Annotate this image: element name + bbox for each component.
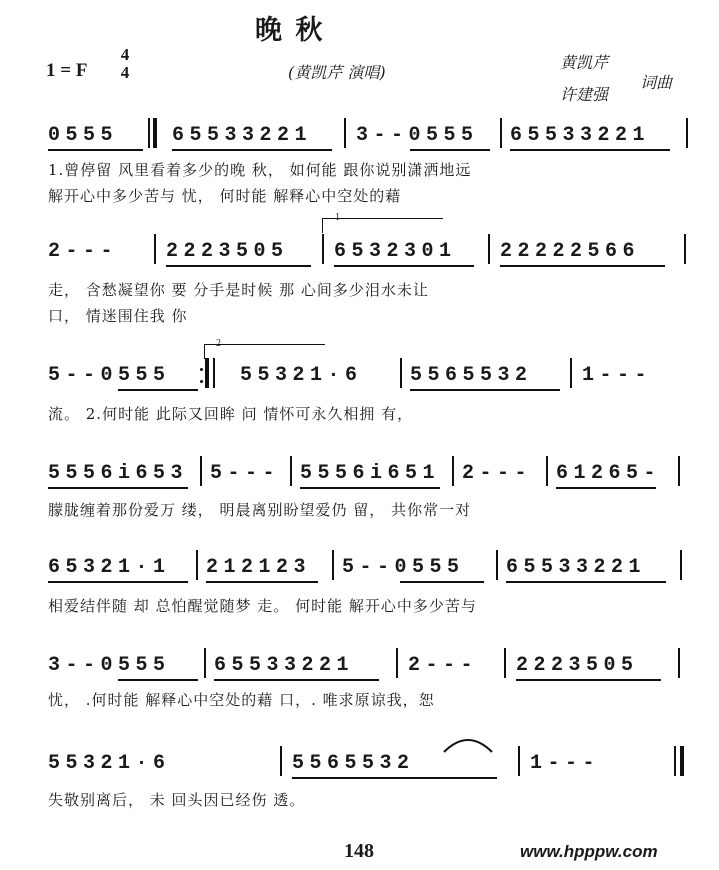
- measure-4-1: 5556i653: [48, 462, 189, 485]
- measure-6-3: 2---: [408, 654, 479, 677]
- beam-line: [300, 487, 440, 489]
- lyrics-line-1-1: 1.曾停留 风里看着多少的晚 秋， 如何能 跟你说别潇洒地远: [48, 161, 472, 179]
- barline: [680, 550, 682, 580]
- barline: [196, 550, 198, 580]
- measure-3-2: 55321·6: [240, 364, 363, 387]
- performer-credit: (黄凯芹 演唱): [288, 63, 386, 82]
- beam-line: [166, 265, 311, 267]
- measure-1-2: 65533221: [172, 124, 313, 147]
- measure-2-1: 2---: [48, 240, 119, 263]
- repeat-dot: [200, 368, 203, 371]
- first-ending-bracket: [322, 218, 443, 233]
- measure-6-4: 2223505: [516, 654, 639, 677]
- beam-line: [292, 777, 497, 779]
- barline: [496, 550, 498, 580]
- barline: [500, 118, 502, 148]
- lyrics-line-1-2: 解开心中多少苦与 忧， 何时能 解释心中空处的藉: [48, 187, 402, 205]
- beam-line: [410, 149, 490, 151]
- repeat-start-barline: [148, 118, 150, 148]
- repeat-start-thick-barline: [153, 118, 157, 148]
- measure-3-1: 5--0555: [48, 364, 171, 387]
- measure-4-4: 2---: [462, 462, 533, 485]
- barline: [154, 234, 156, 264]
- beam-line: [118, 679, 198, 681]
- time-signature-top: 4: [120, 45, 130, 64]
- beam-line: [206, 581, 318, 583]
- beam-line: [48, 581, 188, 583]
- measure-7-1: 55321·6: [48, 752, 171, 775]
- final-thick-barline: [680, 746, 684, 776]
- beam-line: [500, 265, 665, 267]
- final-barline: [674, 746, 676, 776]
- barline: [686, 118, 688, 148]
- measure-4-3: 5556i651: [300, 462, 441, 485]
- first-ending-number: 1: [335, 212, 340, 223]
- barline: [570, 358, 572, 388]
- measure-2-3: 6532301: [334, 240, 457, 263]
- measure-3-4: 1---: [582, 364, 653, 387]
- measure-4-2: 5---: [210, 462, 281, 485]
- beam-line: [400, 581, 484, 583]
- beam-line: [214, 679, 379, 681]
- barline: [488, 234, 490, 264]
- beam-line: [410, 389, 560, 391]
- measure-5-3: 5--0555: [342, 556, 465, 579]
- beam-line: [516, 679, 661, 681]
- barline: [396, 648, 398, 678]
- lyricist-name: 黄凯芹: [560, 53, 609, 72]
- barline: [452, 456, 454, 486]
- repeat-end-thick-barline: [205, 358, 209, 388]
- credit-suffix: 词曲: [640, 73, 673, 92]
- barline: [546, 456, 548, 486]
- lyrics-line-2-1: 走， 含愁凝望你 要 分手是时候 那 心间多少泪水未让: [48, 281, 429, 299]
- lyrics-line-2-2: 口， 情迷围住我 你: [48, 307, 188, 325]
- beam-line: [510, 149, 670, 151]
- barline: [684, 234, 686, 264]
- barline: [200, 456, 202, 486]
- measure-2-2: 2223505: [166, 240, 289, 263]
- barline: [290, 456, 292, 486]
- time-signature: [118, 46, 132, 82]
- lyrics-line-4-1: 朦胧缠着那份爱万 缕， 明晨离别盼望爱仍 留， 共你常一对: [48, 501, 472, 519]
- barline: [332, 550, 334, 580]
- measure-2-4: 22222566: [500, 240, 641, 263]
- website-watermark: www.hpppw.com: [520, 842, 658, 861]
- repeat-end-barline: [213, 358, 215, 388]
- measure-7-3: 1---: [530, 752, 601, 775]
- measure-6-1: 3--0555: [48, 654, 171, 677]
- slur-mark: [440, 732, 496, 754]
- lyrics-line-5-1: 相爱结伴随 却 总怕醒觉随梦 走。 何时能 解开心中多少苦与: [48, 597, 477, 615]
- song-title: 晚 秋: [255, 15, 325, 46]
- barline: [678, 456, 680, 486]
- barline: [504, 648, 506, 678]
- measure-6-2: 65533221: [214, 654, 355, 677]
- second-ending-number: 2: [216, 338, 221, 349]
- lyrics-line-7-1: 失敬别离后， 未 回头因已经伤 透。: [48, 791, 306, 809]
- measure-1-4: 65533221: [510, 124, 651, 147]
- composer-name: 许建强: [560, 85, 609, 104]
- measure-3-3: 5565532: [410, 364, 533, 387]
- beam-line: [48, 149, 143, 151]
- measure-1-1: 0555: [48, 124, 119, 147]
- measure-4-5: 61265-: [556, 462, 662, 485]
- beam-line: [172, 149, 332, 151]
- barline: [518, 746, 520, 776]
- repeat-dot: [200, 380, 203, 383]
- second-ending-bracket: [204, 344, 325, 359]
- barline: [678, 648, 680, 678]
- beam-line: [118, 389, 198, 391]
- beam-line: [48, 487, 188, 489]
- time-signature-bottom: 4: [120, 63, 130, 82]
- beam-line: [334, 265, 474, 267]
- measure-5-1: 65321·1: [48, 556, 171, 579]
- measure-1-3: 3--0555: [356, 124, 479, 147]
- lyrics-line-6-1: 忧， .何时能 解释心中空处的藉 口，. 唯求原谅我，恕: [48, 691, 435, 709]
- page-number: 148: [344, 840, 374, 862]
- measure-5-2: 212123: [206, 556, 312, 579]
- barline: [344, 118, 346, 148]
- lyrics-line-3-1: 流。 2.何时能 此际又回眸 问 情怀可永久相拥 有，: [48, 405, 414, 423]
- barline: [322, 234, 324, 264]
- barline: [280, 746, 282, 776]
- beam-line: [506, 581, 666, 583]
- barline: [204, 648, 206, 678]
- measure-5-4: 65533221: [506, 556, 647, 579]
- barline: [400, 358, 402, 388]
- key-signature: 1 = F: [46, 60, 88, 81]
- beam-line: [556, 487, 656, 489]
- measure-7-2: 5565532: [292, 752, 415, 775]
